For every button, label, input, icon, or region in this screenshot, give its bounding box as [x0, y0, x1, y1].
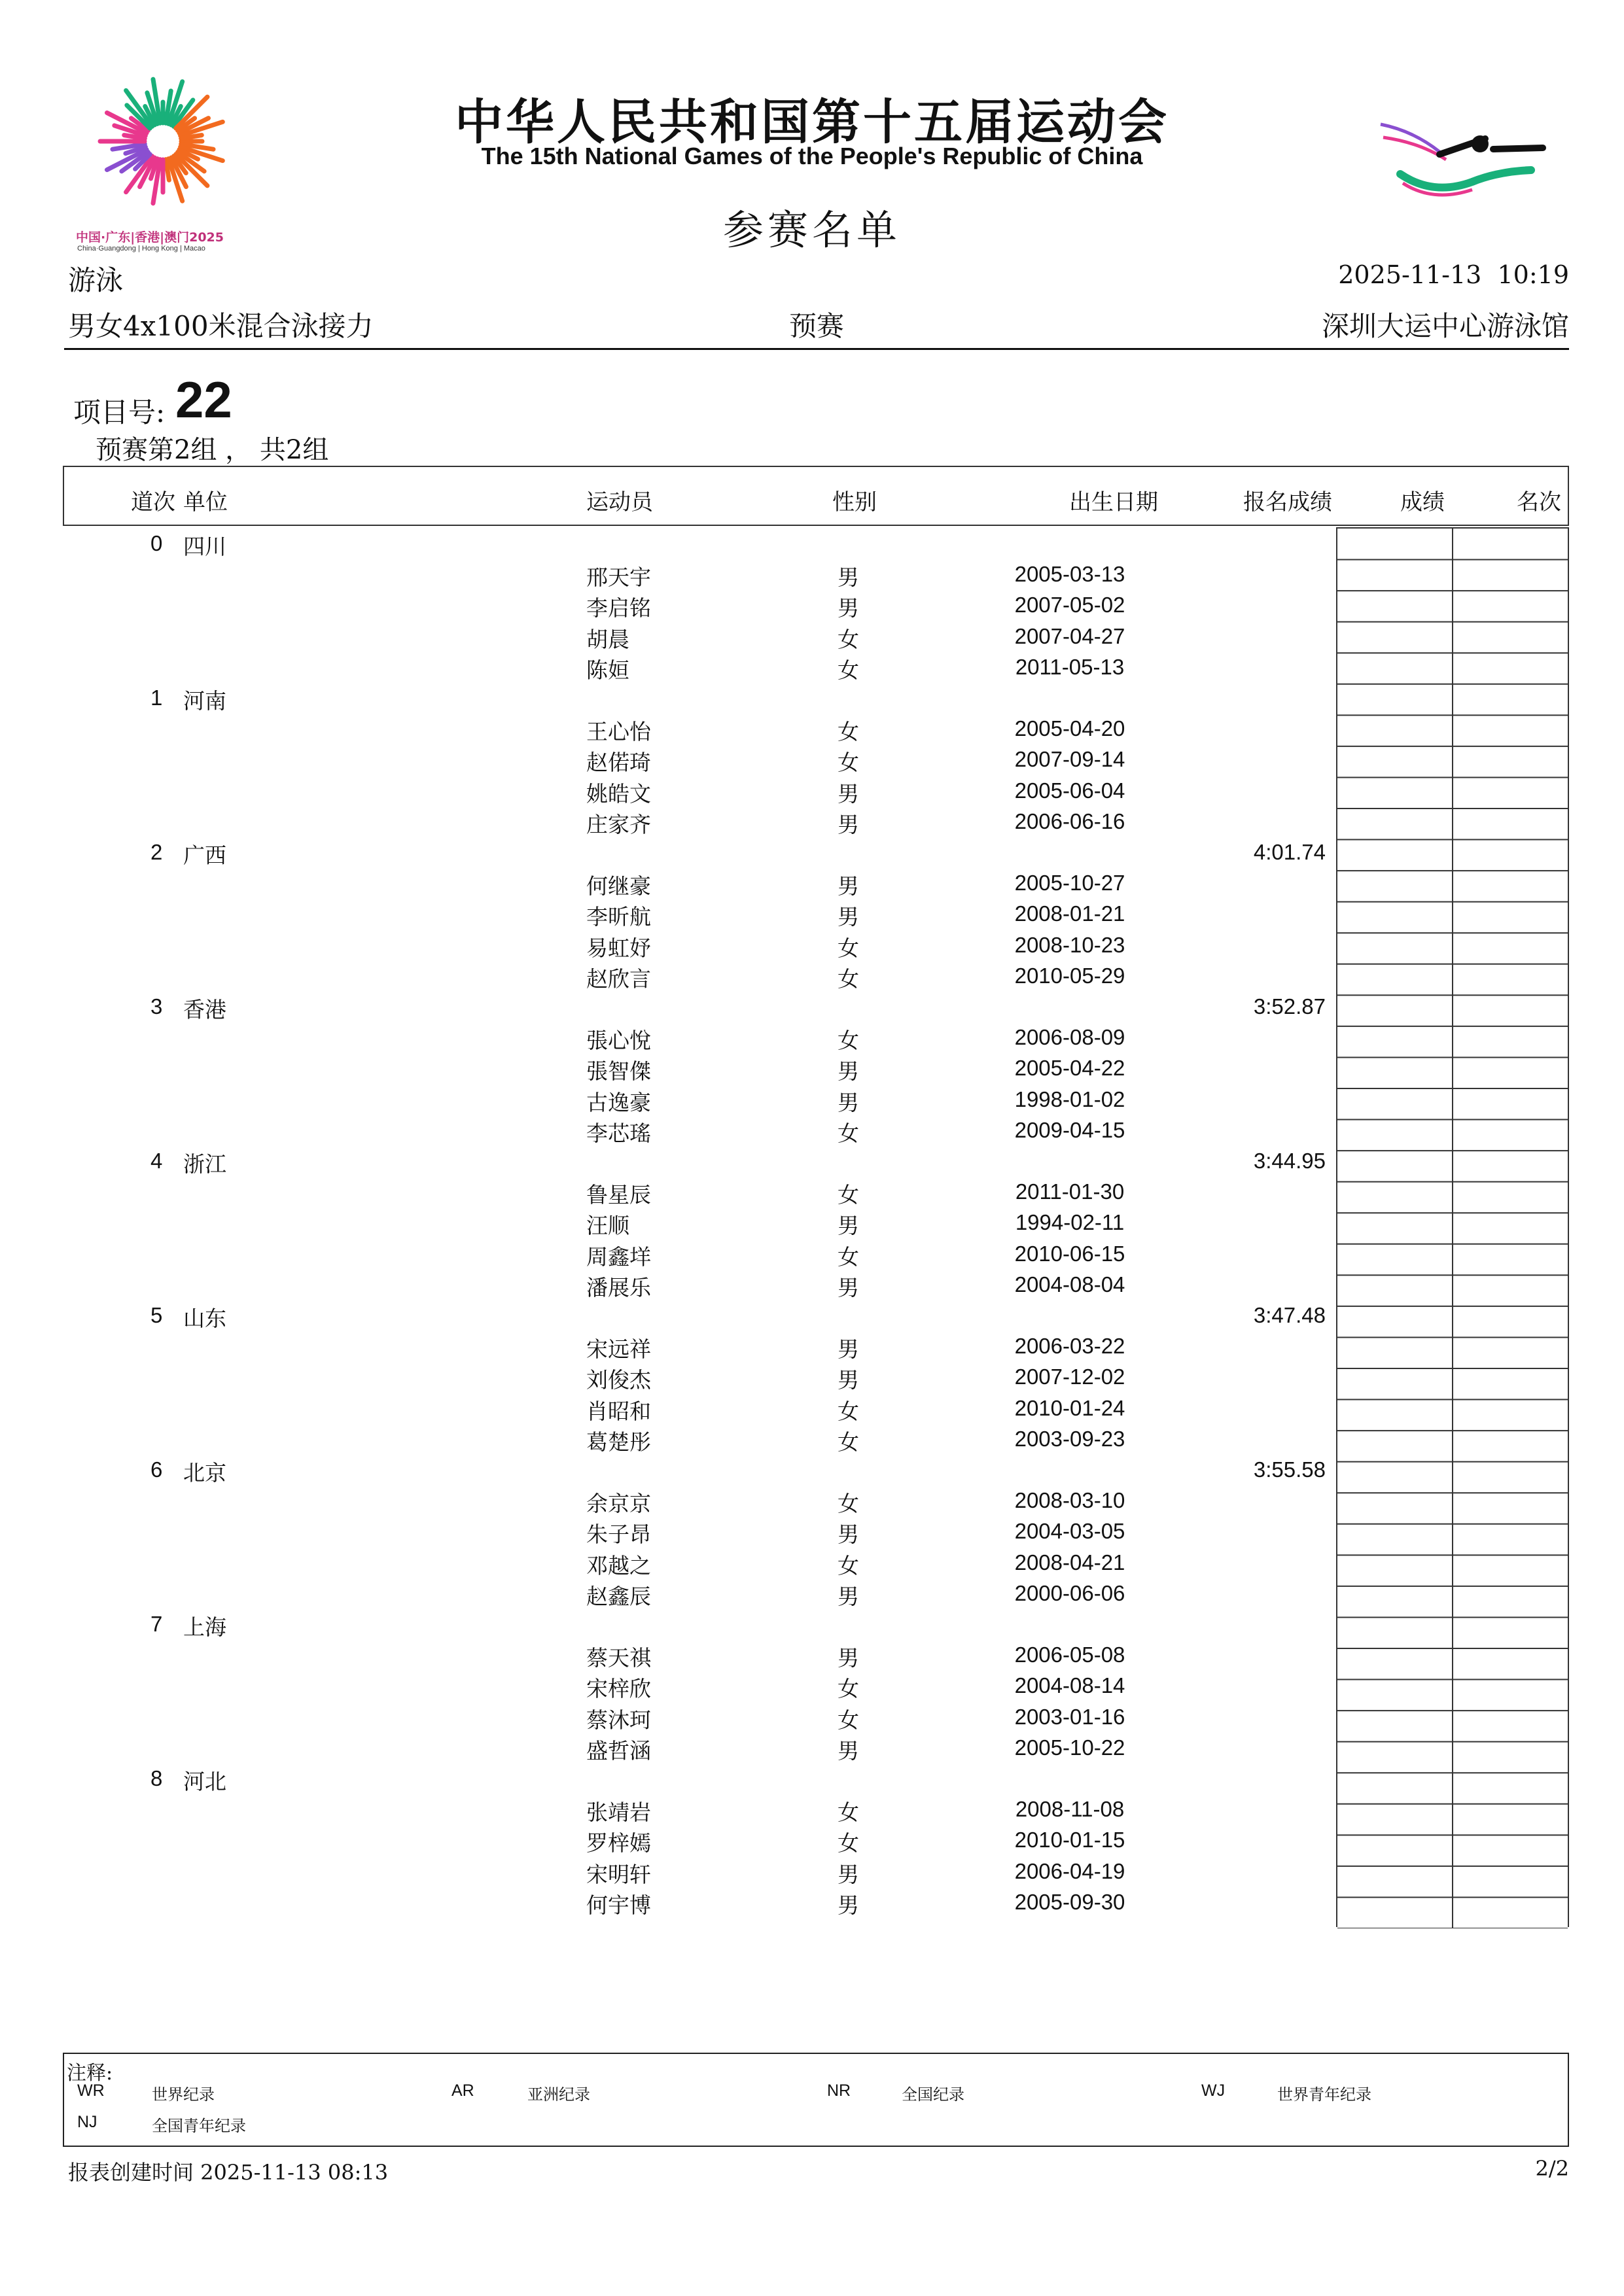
notes-title: 注释: — [67, 2062, 113, 2085]
athlete-gender: 女 — [838, 1676, 859, 1702]
athlete-dob: 2007-09-14 — [1014, 747, 1125, 772]
athlete-name: 鲁星辰 — [586, 1182, 651, 1208]
athlete-gender: 女 — [838, 1830, 859, 1856]
event-number: 22 — [175, 371, 232, 428]
athlete-name: 張智傑 — [586, 1058, 651, 1085]
athlete-gender: 女 — [838, 719, 859, 745]
athlete-name: 宋明轩 — [586, 1861, 651, 1887]
athlete-dob: 2010-01-15 — [1014, 1828, 1125, 1852]
athlete-dob: 2010-06-15 — [1014, 1241, 1125, 1266]
athlete-gender: 女 — [838, 657, 859, 683]
athlete-name: 張心悅 — [586, 1028, 651, 1054]
lane-number: 4 — [150, 1149, 163, 1173]
team-unit: 广西 — [183, 843, 226, 868]
table-header — [63, 466, 1569, 526]
logo-text-cn: 中国·广东|香港|澳门2025 — [76, 230, 224, 245]
athlete-gender: 男 — [838, 1861, 859, 1887]
athlete-gender: 男 — [838, 811, 859, 837]
athlete-gender: 女 — [838, 1182, 859, 1208]
athlete-gender: 女 — [838, 1429, 859, 1455]
athlete-dob: 1998-01-02 — [1014, 1087, 1125, 1111]
athlete-dob: 2006-06-16 — [1014, 809, 1125, 833]
entry-time: 3:44.95 — [1253, 1149, 1326, 1173]
athlete-gender: 女 — [838, 935, 859, 961]
sport-name: 游泳 — [68, 264, 124, 296]
athlete-gender: 女 — [838, 1800, 859, 1826]
athlete-name: 葛楚彤 — [586, 1429, 651, 1455]
athlete-dob: 2007-12-02 — [1014, 1365, 1125, 1389]
athlete-dob: 2011-01-30 — [1015, 1179, 1125, 1204]
athlete-dob: 2004-08-14 — [1014, 1673, 1125, 1698]
athlete-dob: 2006-04-19 — [1014, 1858, 1125, 1883]
lane-number: 2 — [150, 840, 163, 864]
entry-time: 4:01.74 — [1253, 840, 1326, 864]
col-unit: 单位 — [183, 489, 228, 515]
athlete-dob: 2003-01-16 — [1014, 1704, 1125, 1729]
entry-time: 3:55.58 — [1253, 1457, 1326, 1482]
col-athlete: 运动员 — [586, 489, 653, 515]
athlete-name: 邓越之 — [586, 1552, 651, 1578]
round-name: 预赛 — [789, 310, 845, 342]
athlete-gender: 男 — [838, 595, 859, 621]
athlete-gender: 男 — [838, 904, 859, 930]
athlete-dob: 2006-03-22 — [1014, 1334, 1125, 1359]
lane-number: 8 — [150, 1766, 163, 1790]
athlete-gender: 女 — [838, 1028, 859, 1054]
athlete-dob: 2006-05-08 — [1014, 1643, 1125, 1667]
athlete-name: 周鑫垟 — [586, 1244, 651, 1270]
athlete-name: 李启铭 — [586, 595, 651, 621]
athlete-dob: 2008-01-21 — [1014, 901, 1125, 926]
print-datetime: 2025-11-13 10:19 — [1338, 260, 1569, 289]
athlete-dob: 2005-10-27 — [1014, 871, 1125, 896]
athlete-name: 罗梓嫣 — [586, 1830, 651, 1856]
team-unit: 上海 — [183, 1614, 226, 1640]
legend-code: AR — [451, 2081, 474, 2100]
team-unit: 山东 — [183, 1306, 226, 1331]
athlete-gender: 男 — [838, 1089, 859, 1115]
athlete-name: 赵偌琦 — [586, 750, 651, 776]
team-unit: 浙江 — [183, 1151, 226, 1177]
venue-name: 深圳大运中心游泳馆 — [1321, 310, 1569, 342]
result-rank-grid — [1336, 527, 1569, 1927]
legend-desc: 世界青年纪录 — [1277, 2085, 1371, 2104]
athlete-dob: 2010-05-29 — [1014, 963, 1125, 988]
athlete-name: 汪顺 — [586, 1213, 629, 1239]
athlete-name: 古逸豪 — [586, 1089, 651, 1115]
athlete-name: 何宇博 — [586, 1892, 651, 1918]
event-name: 男女4x100米混合泳接力 — [68, 310, 374, 342]
team-unit: 北京 — [183, 1460, 226, 1486]
athlete-name: 余京京 — [586, 1491, 651, 1517]
athlete-gender: 男 — [838, 1336, 859, 1363]
athlete-gender: 女 — [838, 965, 859, 992]
legend-code: NR — [827, 2081, 851, 2100]
athlete-name: 李昕航 — [586, 904, 651, 930]
legend-code: WJ — [1201, 2081, 1226, 2100]
heat-info: 预赛第2组 ， 共2组 — [96, 435, 329, 465]
athlete-name: 肖昭和 — [586, 1398, 651, 1424]
athlete-dob: 2008-04-21 — [1014, 1550, 1125, 1574]
athlete-name: 何继豪 — [586, 873, 651, 899]
games-title-cn: 中华人民共和国第十五届运动会 — [455, 94, 1169, 150]
athlete-dob: 2005-10-22 — [1014, 1735, 1125, 1760]
athlete-gender: 男 — [838, 1058, 859, 1085]
lane-number: 1 — [150, 686, 163, 710]
team-unit: 香港 — [183, 997, 226, 1022]
athlete-name: 宋梓欣 — [586, 1676, 651, 1702]
athlete-name: 胡晨 — [586, 626, 629, 652]
athlete-dob: 2005-06-04 — [1014, 778, 1125, 803]
athlete-gender: 男 — [838, 1892, 859, 1918]
athlete-gender: 男 — [838, 1583, 859, 1609]
entry-time: 3:52.87 — [1253, 994, 1326, 1018]
athlete-dob: 2010-01-24 — [1014, 1395, 1125, 1420]
athlete-dob: 2005-09-30 — [1014, 1889, 1125, 1914]
lane-number: 5 — [150, 1303, 163, 1327]
athlete-dob: 2008-10-23 — [1014, 932, 1125, 957]
athlete-dob: 2007-05-02 — [1014, 593, 1125, 617]
team-unit: 四川 — [183, 534, 226, 559]
athlete-gender: 男 — [838, 1274, 859, 1300]
athlete-dob: 2011-05-13 — [1015, 654, 1125, 679]
legend-code: WR — [77, 2081, 105, 2100]
games-title-en: The 15th National Games of the People's Republic of China — [481, 143, 1143, 169]
athlete-name: 李芯瑤 — [586, 1120, 651, 1146]
athlete-name: 盛哲涵 — [586, 1737, 651, 1764]
col-rank: 名次 — [1517, 489, 1561, 515]
athlete-gender: 女 — [838, 626, 859, 652]
athlete-dob: 2003-09-23 — [1014, 1426, 1125, 1451]
athlete-name: 宋远祥 — [586, 1336, 651, 1363]
report-created-time: 报表创建时间 2025-11-13 08:13 — [68, 2160, 389, 2185]
lane-number: 7 — [150, 1612, 163, 1636]
athlete-gender: 女 — [838, 750, 859, 776]
athlete-name: 王心怡 — [586, 719, 651, 745]
col-lane: 道次 — [131, 489, 175, 515]
legend-desc: 亚洲纪录 — [527, 2085, 590, 2104]
athlete-name: 赵鑫辰 — [586, 1583, 651, 1609]
athlete-name: 蔡沐珂 — [586, 1707, 651, 1733]
athlete-name: 刘俊杰 — [586, 1367, 651, 1393]
athlete-gender: 男 — [838, 1367, 859, 1393]
athlete-name: 庄家齐 — [586, 811, 651, 837]
athlete-dob: 2008-11-08 — [1015, 1797, 1125, 1822]
athlete-dob: 2005-03-13 — [1014, 562, 1125, 587]
lane-number: 3 — [150, 994, 163, 1018]
team-unit: 河南 — [183, 688, 226, 714]
athlete-name: 张靖岩 — [586, 1800, 651, 1826]
logo-text-en: China·Guangdong | Hong Kong | Macao — [77, 245, 205, 252]
athlete-name: 易虹妤 — [586, 935, 651, 961]
athlete-gender: 男 — [838, 1737, 859, 1764]
athlete-dob: 2005-04-20 — [1014, 716, 1125, 741]
legend-desc: 世界纪录 — [152, 2085, 215, 2104]
athlete-dob: 1994-02-11 — [1015, 1210, 1125, 1235]
athlete-gender: 女 — [838, 1398, 859, 1424]
athlete-name: 潘展乐 — [586, 1274, 651, 1300]
header-divider — [64, 348, 1569, 350]
athlete-dob: 2000-06-06 — [1014, 1580, 1125, 1605]
col-dob: 出生日期 — [1069, 489, 1158, 515]
athlete-gender: 男 — [838, 1213, 859, 1239]
col-gender: 性别 — [832, 489, 877, 515]
athlete-gender: 女 — [838, 1120, 859, 1146]
athlete-dob: 2004-08-04 — [1014, 1272, 1125, 1296]
athlete-dob: 2006-08-09 — [1014, 1025, 1125, 1050]
athlete-dob: 2008-03-10 — [1014, 1488, 1125, 1513]
athlete-gender: 男 — [838, 1645, 859, 1671]
legend-code: NJ — [77, 2113, 97, 2131]
athlete-dob: 2007-04-27 — [1014, 623, 1125, 648]
athlete-name: 赵欣言 — [586, 965, 651, 992]
entry-time: 3:47.48 — [1253, 1303, 1326, 1327]
event-number-label: 项目号: — [73, 396, 166, 428]
athlete-gender: 男 — [838, 873, 859, 899]
athlete-name: 邢天宇 — [586, 565, 651, 591]
athlete-gender: 男 — [838, 1522, 859, 1548]
lane-number: 6 — [150, 1457, 163, 1482]
col-entry-time: 报名成绩 — [1243, 489, 1332, 515]
athlete-name: 姚皓文 — [586, 780, 651, 807]
page-number: 2/2 — [1535, 2156, 1569, 2181]
document-title: 参赛名单 — [722, 206, 901, 254]
athlete-gender: 女 — [838, 1491, 859, 1517]
athlete-name: 蔡天祺 — [586, 1645, 651, 1671]
lane-number: 0 — [150, 531, 163, 555]
athlete-gender: 女 — [838, 1552, 859, 1578]
legend-desc: 全国青年纪录 — [152, 2117, 246, 2135]
athlete-name: 陈姮 — [586, 657, 629, 683]
athlete-dob: 2009-04-15 — [1014, 1117, 1125, 1142]
team-unit: 河北 — [183, 1769, 226, 1794]
col-result: 成绩 — [1400, 489, 1445, 515]
athlete-gender: 女 — [838, 1244, 859, 1270]
legend-desc: 全国纪录 — [902, 2085, 964, 2104]
athlete-name: 朱子昂 — [586, 1522, 651, 1548]
athlete-dob: 2005-04-22 — [1014, 1056, 1125, 1081]
athlete-gender: 男 — [838, 780, 859, 807]
athlete-dob: 2004-03-05 — [1014, 1519, 1125, 1544]
athlete-gender: 男 — [838, 565, 859, 591]
athlete-gender: 女 — [838, 1707, 859, 1733]
